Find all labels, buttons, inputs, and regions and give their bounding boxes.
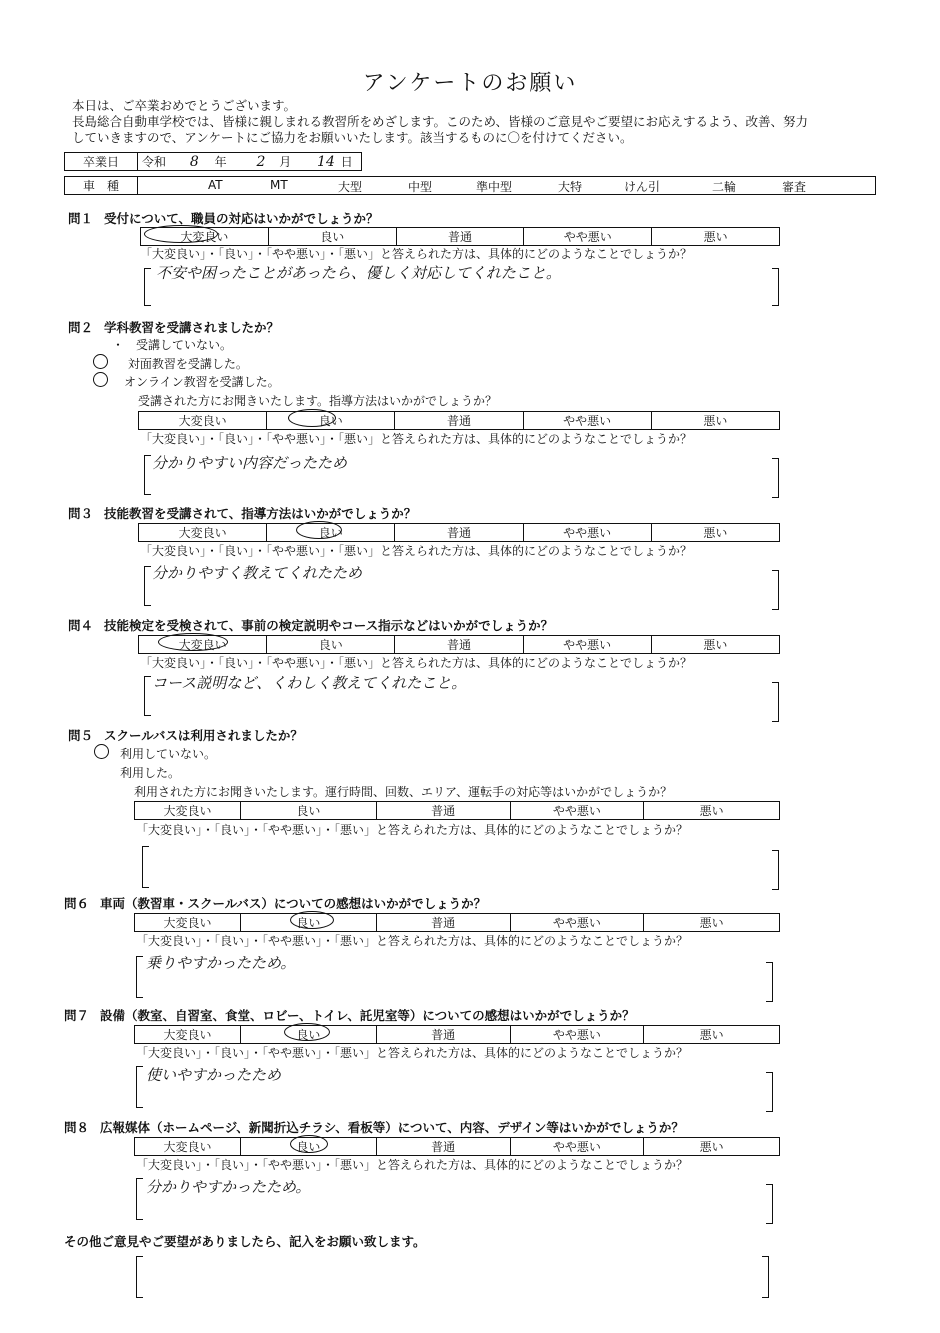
day-value: 14 (317, 154, 335, 170)
question-2-title (68, 318, 279, 336)
selected-circle-mark (290, 1135, 328, 1153)
rating-option[interactable]: 普通 (396, 228, 524, 246)
month-value: 2 (256, 154, 266, 170)
q5-sub-question: 利用された方にお聞きいたします。運行時間、回数、エリア、運転手の対応等はいかがでしょうか？ (134, 785, 673, 799)
q2-option-2[interactable]: 対面教習を受講した。 (127, 357, 248, 371)
question-7-title (64, 1006, 635, 1024)
answer-bracket-right (762, 1256, 769, 1298)
rating-option[interactable]: 普通 (376, 802, 510, 820)
rating-option[interactable]: やや悪い (510, 802, 644, 820)
vehicle-option[interactable]: 中型 (408, 180, 433, 194)
answer-q2[interactable]: 分かりやすい内容だったため (152, 454, 348, 472)
rating-option[interactable]: 良い (267, 412, 395, 430)
selected-circle-mark (288, 409, 336, 427)
rating-option[interactable]: 普通 (395, 636, 523, 654)
rating-option[interactable]: やや悪い (510, 914, 644, 932)
answer-bracket-right (772, 682, 779, 722)
question-text: 学科教習を受講されましたか？ (104, 320, 280, 335)
answer-bracket-right (772, 268, 779, 306)
rating-option[interactable]: 悪い (651, 524, 779, 542)
rating-option[interactable]: 大変良い (135, 914, 241, 932)
selected-circle-mark (290, 911, 334, 929)
month-unit: 月 (279, 155, 292, 169)
question-text: 受付について、職員の対応はいかがでしょうか？ (104, 211, 379, 226)
rating-table-q8 (134, 1137, 780, 1156)
answer-bracket-left (144, 566, 151, 606)
answer-bracket-right (772, 570, 779, 610)
answer-q6[interactable]: 乗りやすかったため。 (146, 954, 296, 972)
rating-option[interactable]: 普通 (376, 1138, 510, 1156)
q2-option-1[interactable]: ・ 受講していない。 (112, 338, 233, 352)
answer-bracket-left (144, 676, 151, 716)
answer-bracket-left (136, 1178, 143, 1220)
followup-prompt: 「大変良い」・「良い」・「やや悪い」・「悪い」と答えられた方は、具体的にどのようなことでしょうか？ (136, 1046, 689, 1060)
intro-line: 長島総合自動車学校では、皆様に親しまれる教習所をめざします。このため、皆様のご意見やご要望にお応えするよう、改善、努力 (72, 114, 809, 129)
question-text: 技能検定を受検されて、事前の検定説明やコース指示などはいかがでしょうか？ (104, 618, 554, 633)
answer-bracket-left (136, 956, 143, 998)
rating-option[interactable]: 普通 (395, 412, 523, 430)
answer-q1[interactable]: 不安や困ったことがあったら、優しく対応してくれたこと。 (156, 264, 561, 282)
answer-bracket-left (144, 455, 151, 495)
question-1-title (68, 209, 379, 227)
question-text: 技能教習を受講されて、指導方法はいかがでしょうか？ (104, 506, 417, 521)
question-8-title (64, 1118, 684, 1136)
answer-bracket-right (766, 962, 773, 1002)
graduation-date-table (64, 152, 362, 171)
followup-prompt: 「大変良い」・「良い」・「やや悪い」・「悪い」と答えられた方は、具体的にどのようなことでしょうか？ (136, 1158, 689, 1172)
followup-prompt: 「大変良い」・「良い」・「やや悪い」・「悪い」と答えられた方は、具体的にどのようなことでしょうか？ (140, 247, 693, 261)
selected-circle-mark (93, 354, 108, 369)
vehicle-option[interactable]: 二輪 (712, 180, 737, 194)
rating-option[interactable]: 普通 (395, 524, 523, 542)
selected-circle-mark (158, 633, 228, 651)
followup-prompt: 「大変良い」・「良い」・「やや悪い」・「悪い」と答えられた方は、具体的にどのようなことでしょうか？ (140, 544, 693, 558)
answer-bracket-right (766, 1184, 773, 1224)
q5-option-2[interactable]: 利用した。 (120, 766, 181, 780)
followup-prompt: 「大変良い」・「良い」・「やや悪い」・「悪い」と答えられた方は、具体的にどのようなことでしょうか？ (140, 432, 693, 446)
rating-table-q5 (134, 801, 780, 820)
rating-table-q6 (134, 913, 780, 932)
answer-q3[interactable]: 分かりやすく教えてくれたため (152, 564, 363, 582)
rating-option[interactable]: 良い (267, 636, 395, 654)
rating-table-q2 (138, 411, 780, 430)
rating-option[interactable]: 大変良い (135, 802, 241, 820)
intro-line: 本日は、ご卒業おめでとうございます。 (72, 98, 297, 113)
vehicle-option[interactable]: 大特 (558, 180, 583, 194)
rating-table-q3 (138, 523, 780, 542)
rating-option[interactable]: 大変良い (139, 524, 267, 542)
q2-sub-question: 受講された方にお聞きいたします。指導方法はいかがでしょうか？ (138, 394, 498, 408)
rating-option[interactable]: 普通 (376, 914, 510, 932)
vehicle-option[interactable]: 審査 (782, 180, 807, 194)
rating-option[interactable]: やや悪い (523, 412, 651, 430)
question-number: 問５ (68, 728, 94, 743)
question-text: 広報媒体（ホームページ、新聞折込チラシ、看板等）について、内容、デザイン等はいかがでしょうか？ (100, 1120, 684, 1135)
rating-option[interactable]: 悪い (651, 636, 779, 654)
rating-table-q1 (140, 227, 780, 246)
intro-text (72, 98, 882, 146)
selected-circle-mark (284, 1023, 330, 1041)
rating-option[interactable]: 普通 (376, 1026, 510, 1044)
vehicle-option[interactable]: 準中型 (476, 180, 513, 194)
answer-bracket-left (142, 846, 149, 888)
followup-prompt: 「大変良い」・「良い」・「やや悪い」・「悪い」と答えられた方は、具体的にどのようなことでしょうか？ (136, 823, 689, 837)
era-label: 令和 (142, 155, 167, 169)
rating-option[interactable]: やや悪い (510, 1138, 644, 1156)
rating-option[interactable]: 大変良い (135, 1026, 241, 1044)
other-comments-title: その他ご意見やご要望がありましたら、記入をお願い致します。 (64, 1234, 426, 1249)
vehicle-options (138, 177, 876, 195)
question-number: 問１ (68, 211, 94, 226)
question-number: 問４ (68, 618, 94, 633)
intro-line: していきますので、アンケートにご協力をお願いいたします。該当するものに〇を付けてください。 (72, 130, 633, 145)
question-text: スクールバスは利用されましたか？ (104, 728, 303, 743)
rating-option[interactable]: 悪い (651, 412, 779, 430)
question-text: 車両（教習車・スクールバス）についての感想はいかがでしょうか？ (100, 896, 487, 911)
question-text: 設備（教室、自習室、食堂、ロビー、トイレ、託児室等）についての感想はいかがでしょうか？ (100, 1008, 635, 1023)
question-number: 問６ (64, 896, 90, 911)
vehicle-option[interactable]: けん引 (624, 180, 661, 194)
answer-bracket-left (144, 268, 151, 306)
vehicle-option[interactable]: AT (208, 178, 223, 192)
rating-option[interactable]: 大変良い (139, 412, 267, 430)
answer-bracket-left (136, 1256, 143, 1298)
question-4-title (68, 616, 553, 634)
followup-prompt: 「大変良い」・「良い」・「やや悪い」・「悪い」と答えられた方は、具体的にどのようなことでしょうか？ (136, 934, 689, 948)
rating-option[interactable]: 大変良い (139, 636, 267, 654)
rating-option[interactable]: 悪い (644, 802, 780, 820)
year-unit: 年 (214, 155, 227, 169)
answer-q7[interactable]: 使いやすかったため (146, 1066, 282, 1084)
answer-q4[interactable]: コース説明など、くわしく教えてくれたこと。 (152, 674, 467, 692)
day-unit: 日 (340, 155, 353, 169)
rating-option[interactable]: やや悪い (523, 524, 651, 542)
rating-table-q7 (134, 1025, 780, 1044)
rating-option[interactable]: 悪い (644, 1026, 780, 1044)
question-number: 問３ (68, 506, 94, 521)
selected-circle-mark (93, 372, 108, 387)
rating-option[interactable]: やや悪い (523, 636, 651, 654)
rating-option[interactable]: 悪い (644, 914, 780, 932)
rating-option[interactable]: やや悪い (524, 228, 652, 246)
question-number: 問７ (64, 1008, 90, 1023)
rating-option[interactable]: 良い (241, 802, 377, 820)
year-value: 8 (189, 154, 199, 170)
selected-circle-mark (296, 521, 342, 539)
vehicle-option[interactable]: MT (270, 178, 288, 192)
answer-bracket-left (136, 1066, 143, 1108)
rating-table-q4 (138, 635, 780, 654)
rating-option[interactable]: 大変良い (135, 1138, 241, 1156)
question-number: 問８ (64, 1120, 90, 1135)
question-6-title (64, 894, 486, 912)
vehicle-label: 車 種 (65, 177, 138, 195)
answer-bracket-right (772, 850, 779, 890)
rating-option[interactable]: 良い (241, 1138, 377, 1156)
question-number: 問２ (68, 320, 94, 335)
rating-option[interactable]: 良い (267, 524, 395, 542)
rating-option[interactable]: 大変良い (141, 228, 269, 246)
answer-bracket-right (766, 1072, 773, 1112)
selected-circle-mark (144, 225, 218, 243)
rating-option[interactable]: 悪い (652, 228, 780, 246)
rating-option[interactable]: 良い (268, 228, 396, 246)
rating-option[interactable]: 良い (241, 1026, 377, 1044)
graduation-date-field[interactable] (138, 153, 362, 171)
question-5-title (68, 726, 303, 744)
vehicle-type-table (64, 176, 876, 195)
rating-option[interactable]: 良い (241, 914, 377, 932)
page-title: アンケートのお願い (362, 71, 578, 96)
rating-option[interactable]: 悪い (644, 1138, 780, 1156)
answer-bracket-right (772, 458, 779, 498)
q2-option-3[interactable]: オンライン教習を受講した。 (124, 375, 280, 389)
followup-prompt: 「大変良い」・「良い」・「やや悪い」・「悪い」と答えられた方は、具体的にどのようなことでしょうか？ (140, 656, 693, 670)
graduation-label: 卒業日 (65, 153, 138, 171)
question-3-title (68, 504, 416, 522)
rating-option[interactable]: やや悪い (510, 1026, 644, 1044)
answer-q8[interactable]: 分かりやすかったため。 (146, 1178, 311, 1196)
q5-option-1[interactable]: 利用していない。 (120, 747, 217, 761)
selected-circle-mark (94, 744, 109, 759)
vehicle-option[interactable]: 大型 (338, 180, 363, 194)
